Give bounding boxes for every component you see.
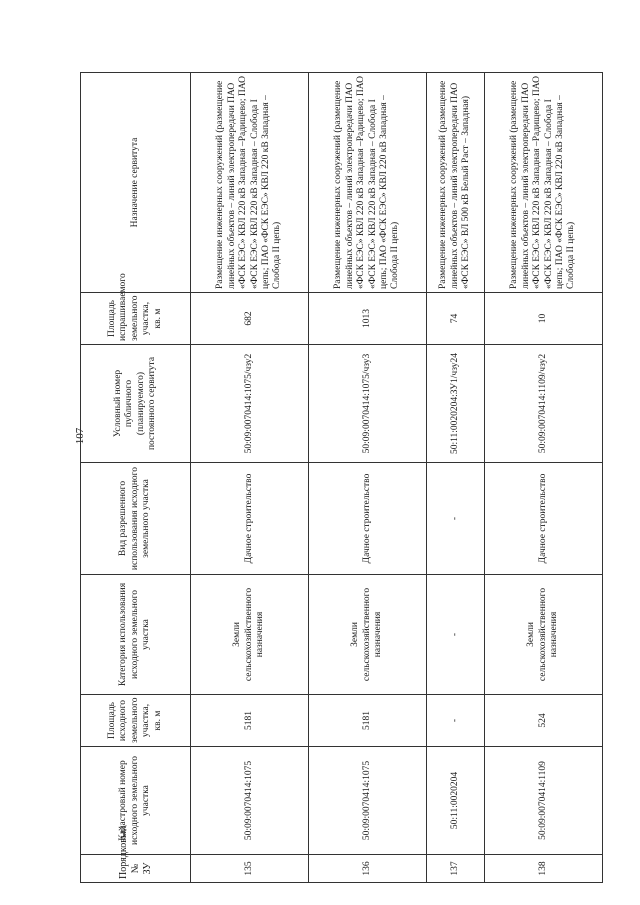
table-cell-cad: 50:09:0070414:1075 bbox=[309, 747, 427, 855]
table-cell-serv: 50:09:0070414:1075/чзу3 bbox=[309, 345, 427, 463]
header-cell: Категория использования исходного земельного участка bbox=[81, 575, 191, 695]
table-cell-cad: 50:09:0070414:1075 bbox=[191, 747, 309, 855]
table-cell-purpose: Размещение инженерных сооружений (размещение линейных объектов – линий электропередачи ПАО «ФСК ЕЭС» КВЛ 220 кВ Западная –Радищево; ПАО «ФСК ЕЭС» КВЛ 220 кВ Западная – Слобода I цепь; ПАО «ФСК ЕЭС» КВЛ 220 кВ Западная – Слобода II цепь) bbox=[485, 73, 603, 293]
table-row bbox=[309, 73, 427, 883]
table-cell-req: 74 bbox=[427, 293, 485, 345]
table-cell-cat: Земли сельскохозяйственного назначения bbox=[309, 575, 427, 695]
table-cell-cad: 50:09:0070414:1109 bbox=[485, 747, 603, 855]
table-cell-area: 5181 bbox=[191, 695, 309, 747]
table-cell-req: 10 bbox=[485, 293, 603, 345]
table-cell-vri: Дачное строительство bbox=[485, 463, 603, 575]
header-cell: Кадастровый номер исходного земельного участка bbox=[81, 747, 191, 855]
table-cell-serv: 50:09:0070414:1075/чзу2 bbox=[191, 345, 309, 463]
table-cell-vri: Дачное строительство bbox=[309, 463, 427, 575]
header-cell: Вид разрешенного использования исходного земельного участка bbox=[81, 463, 191, 575]
table-cell-purpose: Размещение инженерных сооружений (размещение линейных объектов – линий электропередачи ПАО «ФСК ЕЭС» КВЛ 220 кВ Западная –Радищево; ПАО «ФСК ЕЭС» КВЛ 220 кВ Западная – Слобода I цепь; ПАО «ФСК ЕЭС» КВЛ 220 кВ Западная – Слобода II цепь) bbox=[309, 73, 427, 293]
table-cell-cat: Земли сельскохозяйственного назначения bbox=[191, 575, 309, 695]
table-cell-n: 137 bbox=[427, 855, 485, 883]
table-header-row bbox=[81, 73, 191, 883]
table-cell-serv: 50:09:0070414:1109/чзу2 bbox=[485, 345, 603, 463]
table-cell-n: 138 bbox=[485, 855, 603, 883]
table-cell-cat: Земли сельскохозяйственного назначения bbox=[485, 575, 603, 695]
table-cell-vri: - bbox=[427, 463, 485, 575]
table-cell-purpose: Размещение инженерных сооружений (размещение линейных объектов – линий электропередачи ПАО «ФСК ЕЭС» ВЛ 500 кВ Белый Раст – Западная) bbox=[427, 73, 485, 293]
table-cell-req: 682 bbox=[191, 293, 309, 345]
table-cell-area: 5181 bbox=[309, 695, 427, 747]
table-row bbox=[485, 73, 603, 883]
header-cell: Площадь испрашиваемого земельного участка, кв. м bbox=[81, 293, 191, 345]
table-cell-area: 524 bbox=[485, 695, 603, 747]
table-row bbox=[427, 73, 485, 883]
table-cell-area: - bbox=[427, 695, 485, 747]
table-cell-req: 1013 bbox=[309, 293, 427, 345]
header-cell: Назначение сервитута bbox=[81, 73, 191, 293]
header-cell: Порядковый № ЗУ bbox=[81, 855, 191, 883]
page-number: 107 bbox=[74, 427, 86, 445]
header-cell: Условный номер публичного (планируемого) постоянного сервитута bbox=[81, 345, 191, 463]
table-cell-cad: 50:11:0020204 bbox=[427, 747, 485, 855]
table-cell-purpose: Размещение инженерных сооружений (размещение линейных объектов – линий электропередачи ПАО «ФСК ЕЭС» КВЛ 220 кВ Западная –Радищево; ПАО «ФСК ЕЭС» КВЛ 220 кВ Западная – Слобода I цепь; ПАО «ФСК ЕЭС» КВЛ 220 кВ Западная – Слобода II цепь) bbox=[191, 73, 309, 293]
table-cell-serv: 50:11:0020204:ЗУ1/чзу24 bbox=[427, 345, 485, 463]
header-cell: Площадь исходного земельного участка, кв. м bbox=[81, 695, 191, 747]
table-row bbox=[191, 73, 309, 883]
table-cell-n: 136 bbox=[309, 855, 427, 883]
table-cell-cat: - bbox=[427, 575, 485, 695]
easement-table bbox=[80, 72, 603, 883]
table-cell-n: 135 bbox=[191, 855, 309, 883]
table-cell-vri: Дачное строительство bbox=[191, 463, 309, 575]
